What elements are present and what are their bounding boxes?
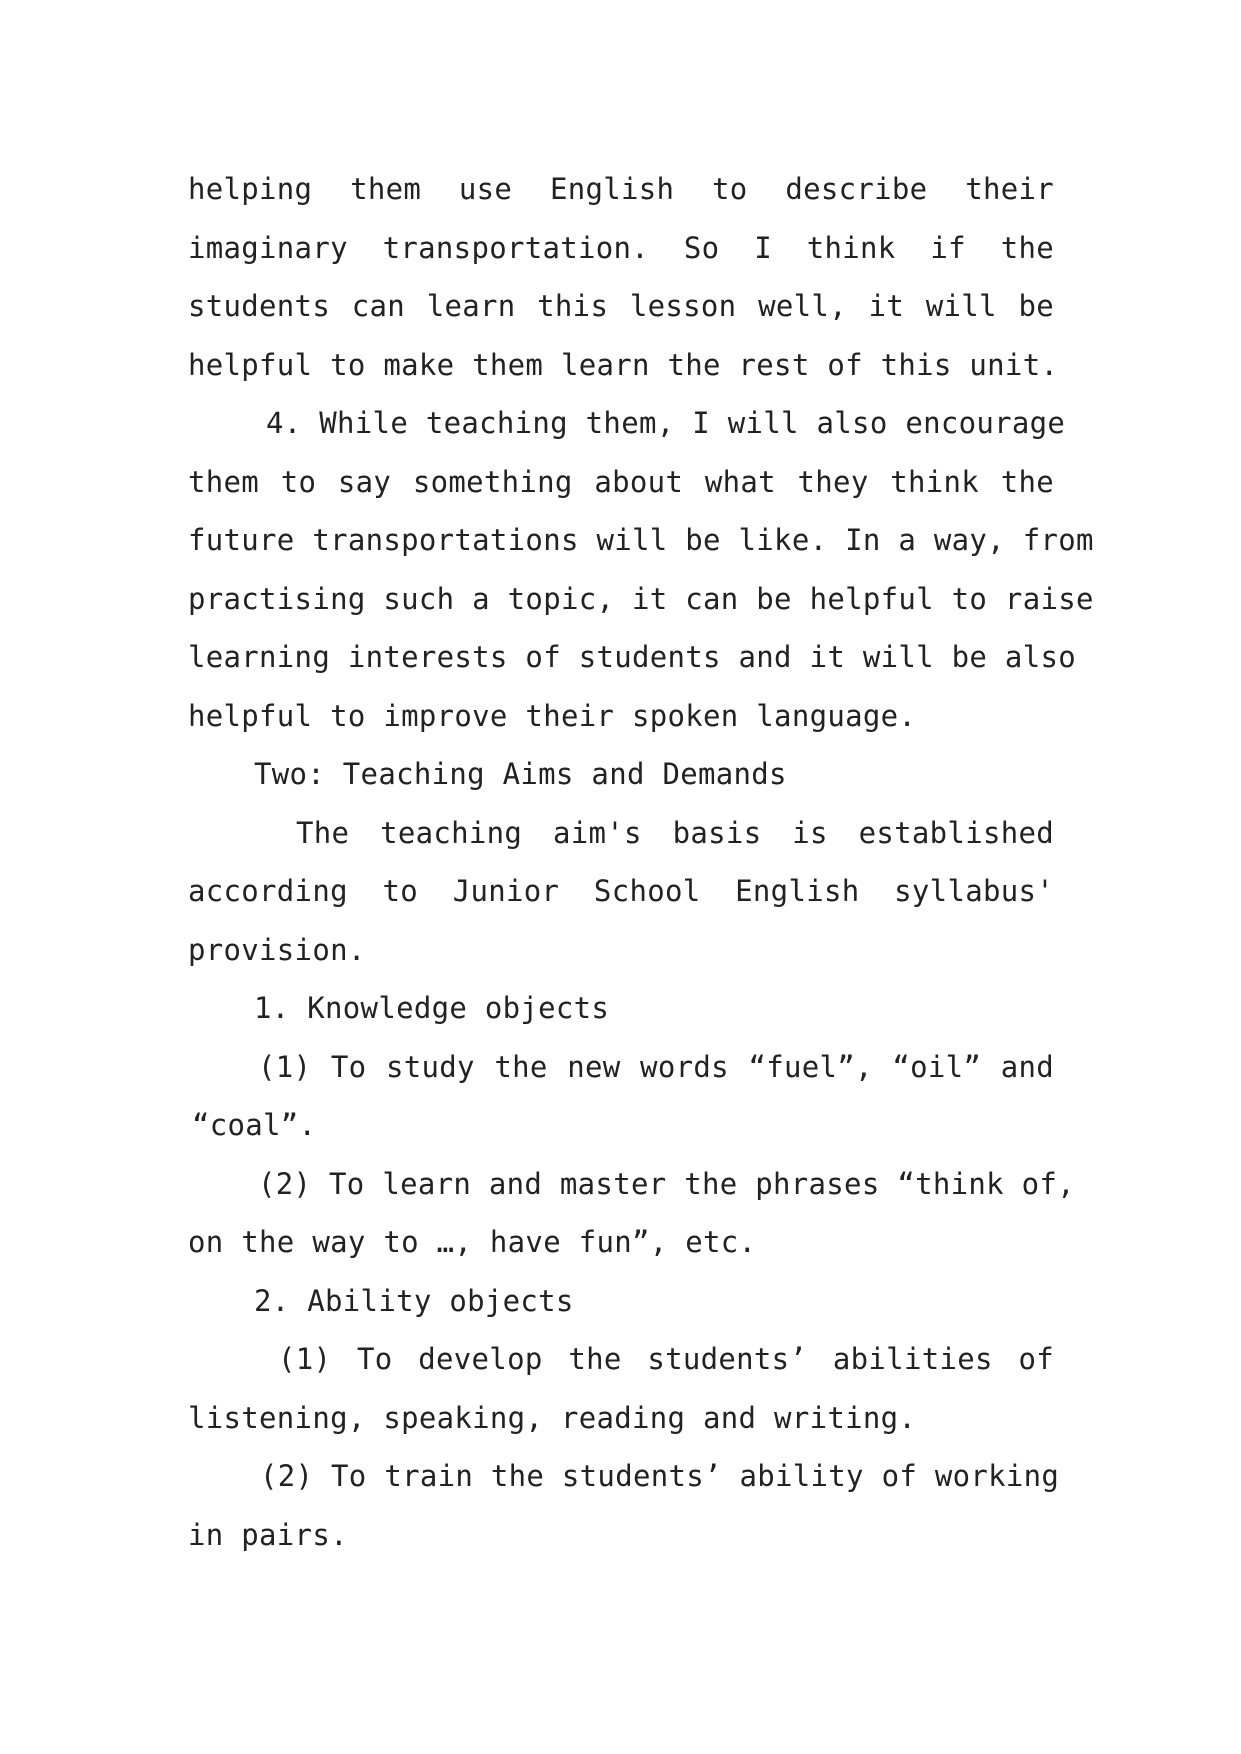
subheading-knowledge-objects xyxy=(188,979,1054,1038)
text-line: them to say something about what they think the xyxy=(188,464,1054,499)
text-line: listening, speaking, reading and writing. xyxy=(188,1400,917,1435)
text-line: provision. xyxy=(188,932,366,967)
document-body xyxy=(188,160,1094,1564)
paragraph-point-4 xyxy=(188,394,1094,745)
heading-line: Two: Teaching Aims and Demands xyxy=(254,757,787,791)
item-ability-1 xyxy=(188,1330,1054,1447)
text-line: on the way to …, have fun”, etc. xyxy=(188,1225,757,1259)
text-line: (2) To learn and master the phrases “think of, xyxy=(258,1166,1075,1201)
text-line: helpful to make them learn the rest of this unit. xyxy=(188,347,1059,382)
text-line: imaginary transportation. So I think if the xyxy=(188,230,1054,265)
item-knowledge-1 xyxy=(188,1038,1054,1155)
text-line: 4. While teaching them, I will also encourage xyxy=(266,406,1066,440)
item-ability-2 xyxy=(188,1447,1060,1564)
text-line: The teaching aim's basis is established xyxy=(296,815,1054,850)
paragraph-aim-basis xyxy=(188,804,1054,980)
heading-line: 1. Knowledge objects xyxy=(254,991,610,1025)
text-line: students can learn this lesson well, it will be xyxy=(188,289,1054,323)
text-line: helpful to improve their spoken language. xyxy=(188,698,917,733)
text-line: “coal”. xyxy=(192,1108,317,1142)
text-line: practising such a topic, it can be helpful to raise xyxy=(188,581,1094,616)
text-line: (1) To study the new words “fuel”, “oil” and xyxy=(258,1049,1054,1084)
text-line: helping them use English to describe their xyxy=(188,172,1054,206)
heading-line: 2. Ability objects xyxy=(254,1283,574,1318)
section-heading-teaching-aims xyxy=(188,745,1054,804)
item-knowledge-2 xyxy=(188,1155,1075,1272)
text-line: in pairs. xyxy=(188,1517,348,1552)
text-line: (1) To develop the students’ abilities of xyxy=(278,1342,1054,1376)
text-line: future transportations will be like. In a way, from xyxy=(188,523,1094,557)
text-line: according to Junior School English syllabus' xyxy=(188,874,1054,908)
text-line: (2) To train the students’ ability of working xyxy=(260,1459,1060,1493)
subheading-ability-objects xyxy=(188,1272,1054,1331)
text-line: learning interests of students and it will be also xyxy=(188,640,1076,674)
paragraph-intro-continuation xyxy=(188,160,1059,394)
